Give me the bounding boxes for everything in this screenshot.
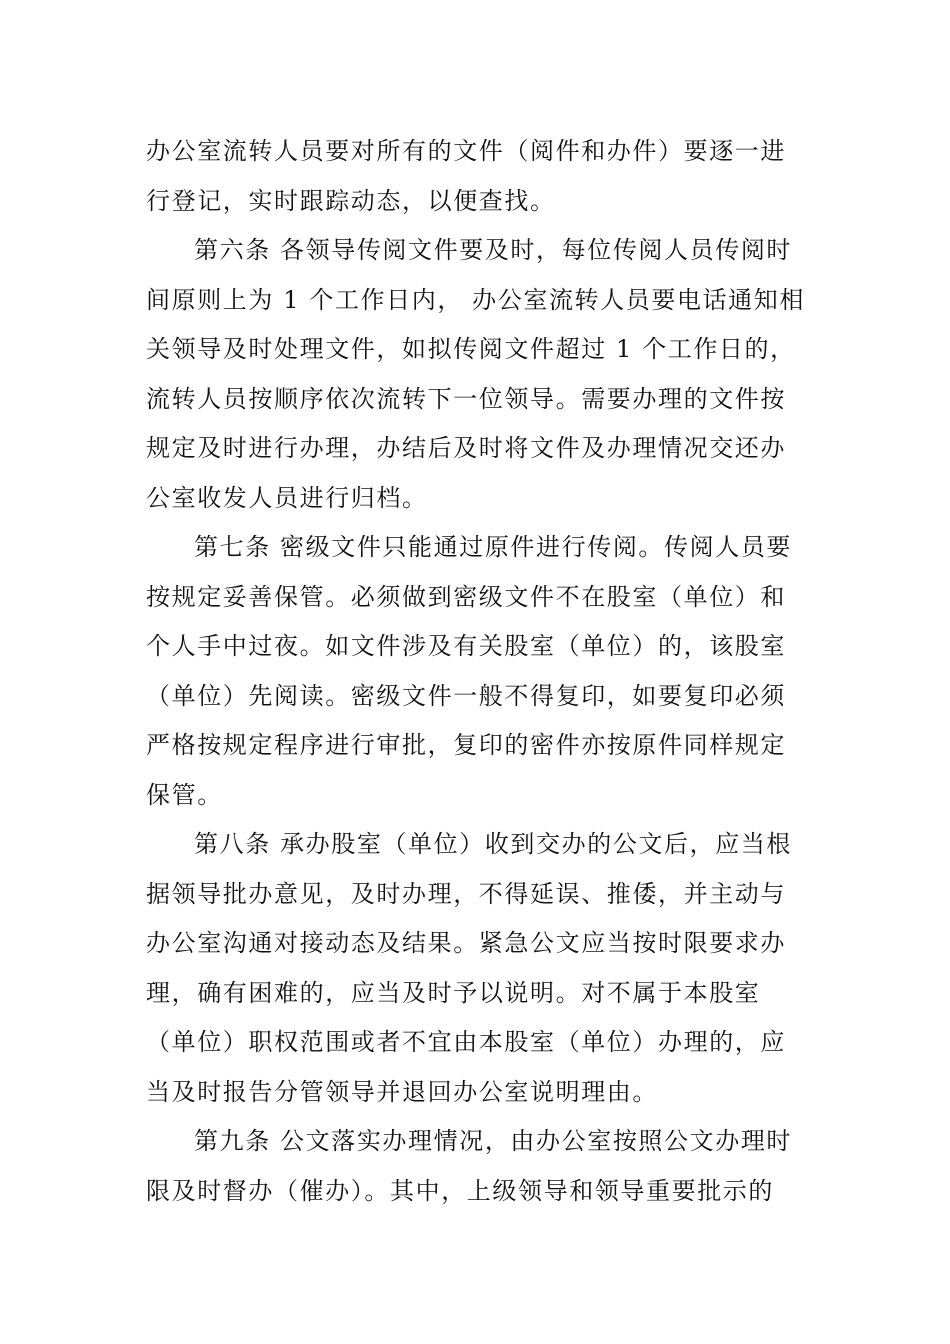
paragraph-article-6 [146, 226, 806, 523]
text-line: 按规定妥善保管。必须做到密级文件不在股室（单位）和 [146, 582, 786, 611]
text-line: 关领导及时处理文件，如拟传阅文件超过 1 个工作日的， [146, 335, 796, 363]
text-line: 规定及时进行办理，办结后及时将文件及办理情况交还办 [146, 434, 786, 462]
text-line: 办公室流转人员要对所有的文件（阅件和办件）要逐一进 [146, 137, 786, 165]
text-line: 据领导批办意见，及时办理，不得延误、推倭，并主动与 [146, 879, 786, 908]
text-line: 限及时督办（催办）。其中，上级领导和领导重要批示的 [146, 1176, 774, 1205]
text-line: 当及时报告分管领导并退回办公室说明理由。 [146, 1077, 658, 1106]
text-line: 办公室沟通对接动态及结果。紧急公文应当按时限要求办 [146, 929, 786, 957]
text-line: （单位）先阅读。密级文件一般不得复印，如要复印必须 [146, 681, 786, 710]
paragraph-article-9 [146, 1117, 806, 1216]
paragraph-article-7 [146, 523, 806, 820]
text-line: 第七条 密级文件只能通过原件进行传阅。传阅人员要 [194, 533, 793, 561]
text-line: 个人手中过夜。如文件涉及有关股室（单位）的，该股室 [146, 632, 786, 660]
text-line: 第六条 各领导传阅文件要及时，每位传阅人员传阅时 [194, 236, 793, 264]
text-line: 第八条 承办股室（单位）收到交办的公文后，应当根 [194, 830, 793, 858]
text-line: 间原则上为 1 个工作日内， 办公室流转人员要电话通知相 [146, 285, 805, 314]
text-line: 流转人员按顺序依次流转下一位领导。需要办理的文件按 [146, 384, 786, 413]
text-line: 严格按规定程序进行审批，复印的密件亦按原件同样规定 [146, 731, 786, 759]
paragraph-continuation [146, 127, 806, 226]
text-line: 理，确有困难的，应当及时予以说明。对不属于本股室 [146, 978, 761, 1007]
paragraph-article-8 [146, 820, 806, 1117]
text-line: 第九条 公文落实办理情况，由办公室按照公文办理时 [194, 1127, 793, 1155]
text-line: （单位）职权范围或者不宜由本股室（单位）办理的，应 [146, 1028, 786, 1056]
document-body [146, 127, 806, 1216]
text-line: 保管。 [146, 780, 223, 809]
text-line: 公室收发人员进行归档。 [146, 483, 428, 512]
text-line: 行登记，实时跟踪动态，以便查找。 [146, 186, 556, 215]
